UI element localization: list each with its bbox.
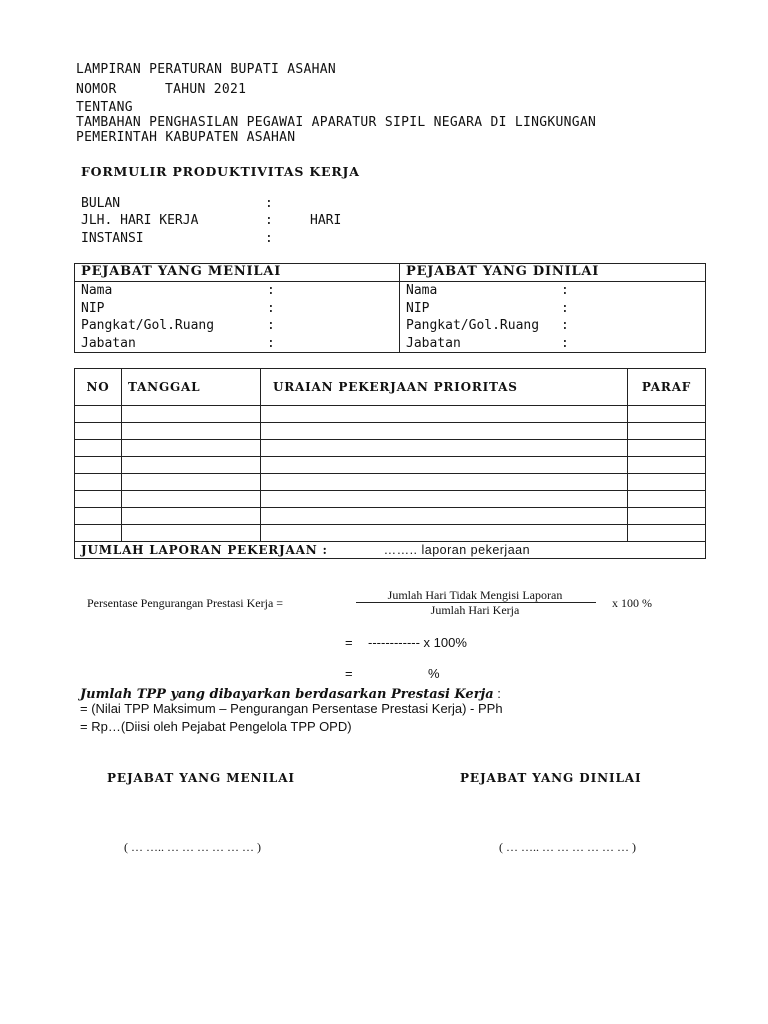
table-cell xyxy=(122,474,261,491)
header-line-1: LAMPIRAN PERATURAN BUPATI ASAHAN xyxy=(76,62,337,77)
left-field-nama: Nama xyxy=(81,283,113,298)
meta-hari-kerja-label: JLH. HARI KERJA xyxy=(81,213,199,228)
table-cell xyxy=(261,474,628,491)
table-row xyxy=(75,406,706,423)
signature-left-label: PEJABAT YANG MENILAI xyxy=(107,771,295,785)
signature-right-label: PEJABAT YANG DINILAI xyxy=(460,771,642,785)
meta-bulan-label: BULAN xyxy=(81,196,121,211)
table-cell xyxy=(122,457,261,474)
table-cell xyxy=(628,406,706,423)
meta-bulan-colon: : xyxy=(265,196,273,211)
meta-instansi-label: INSTANSI xyxy=(81,231,144,246)
table-cell xyxy=(122,440,261,457)
right-colon: : xyxy=(561,318,569,333)
table-cell xyxy=(261,491,628,508)
left-field-jabatan: Jabatan xyxy=(81,335,136,351)
table-cell xyxy=(122,525,261,542)
table-row xyxy=(75,508,706,525)
eq1-value: ------------ x 100% xyxy=(368,635,467,650)
left-colon: : xyxy=(267,335,275,351)
form-title: FORMULIR PRODUKTIVITAS KERJA xyxy=(81,164,360,179)
officials-right-header: PEJABAT YANG DINILAI xyxy=(400,264,706,282)
formula-numerator: Jumlah Hari Tidak Mengisi Laporan xyxy=(387,588,563,602)
table-cell xyxy=(122,423,261,440)
table-row xyxy=(75,525,706,542)
table-cell xyxy=(75,406,122,423)
right-field-nip: NIP xyxy=(406,300,430,316)
tpp-heading xyxy=(80,683,501,702)
table-cell xyxy=(75,525,122,542)
officials-table xyxy=(74,263,706,353)
table-cell xyxy=(75,423,122,440)
formula-denominator: Jumlah Hari Kerja xyxy=(430,603,520,617)
table-cell xyxy=(628,423,706,440)
left-field-pangkat: Pangkat/Gol.Ruang xyxy=(81,318,215,333)
table-row xyxy=(75,474,706,491)
right-colon: : xyxy=(561,335,569,351)
signature-left-placeholder: ( … ….. … … … … … … ) xyxy=(124,840,261,854)
footer-label: JUMLAH LAPORAN PEKERJAAN : xyxy=(81,543,328,557)
work-table-footer xyxy=(75,542,706,559)
officials-right-fields xyxy=(400,282,706,353)
right-field-jabatan: Jabatan xyxy=(406,335,461,351)
eq2-sign: = xyxy=(345,666,353,681)
work-table xyxy=(74,368,706,559)
table-cell xyxy=(122,406,261,423)
table-row xyxy=(75,423,706,440)
tpp-heading-text: Jumlah TPP yang dibayarkan berdasarkan Prestasi Kerja xyxy=(80,687,494,702)
formula-lhs: Persentase Pengurangan Prestasi Kerja = xyxy=(87,596,284,610)
table-cell xyxy=(628,457,706,474)
table-cell xyxy=(122,491,261,508)
left-field-nip: NIP xyxy=(81,300,105,316)
table-row xyxy=(75,457,706,474)
meta-hari-kerja-colon: : xyxy=(265,213,273,228)
table-cell xyxy=(628,474,706,491)
table-cell xyxy=(628,525,706,542)
table-cell xyxy=(261,423,628,440)
tpp-line-1: = (Nilai TPP Maksimum – Pengurangan Persentase Prestasi Kerja) - PPh xyxy=(80,701,503,716)
table-cell xyxy=(75,474,122,491)
right-field-nama: Nama xyxy=(406,283,438,298)
meta-instansi-colon: : xyxy=(265,231,273,246)
footer-value: …….. laporan pekerjaan xyxy=(383,543,531,557)
table-cell xyxy=(628,508,706,525)
table-row xyxy=(75,491,706,508)
table-cell xyxy=(75,508,122,525)
table-cell xyxy=(261,508,628,525)
table-cell xyxy=(261,525,628,542)
right-field-pangkat: Pangkat/Gol.Ruang xyxy=(406,318,540,333)
tpp-heading-colon: : xyxy=(493,686,501,701)
right-colon: : xyxy=(561,283,569,298)
table-cell xyxy=(261,440,628,457)
table-row xyxy=(75,440,706,457)
header-line-5: PEMERINTAH KABUPATEN ASAHAN xyxy=(76,130,296,145)
header-line-4: TAMBAHAN PENGHASILAN PEGAWAI APARATUR SIPIL NEGARA DI LINGKUNGAN xyxy=(76,115,597,130)
right-colon: : xyxy=(561,300,569,316)
eq2-value: % xyxy=(428,666,440,681)
table-cell xyxy=(261,406,628,423)
header-nomor: NOMOR xyxy=(76,82,117,97)
signature-right-placeholder: ( … ….. … … … … … … ) xyxy=(499,840,636,854)
eq1-sign: = xyxy=(345,635,353,650)
col-no: NO xyxy=(75,369,122,406)
meta-hari-kerja-unit: HARI xyxy=(310,213,342,228)
col-tanggal: TANGGAL xyxy=(122,369,261,406)
table-cell xyxy=(122,508,261,525)
officials-left-header: PEJABAT YANG MENILAI xyxy=(75,264,400,282)
tpp-line-2: = Rp…(Diisi oleh Pejabat Pengelola TPP OPD) xyxy=(80,719,352,734)
left-colon: : xyxy=(267,318,275,333)
table-cell xyxy=(628,491,706,508)
table-cell xyxy=(75,491,122,508)
col-paraf: PARAF xyxy=(628,369,706,406)
officials-left-fields xyxy=(75,282,400,353)
table-cell xyxy=(75,457,122,474)
left-colon: : xyxy=(267,283,275,298)
left-colon: : xyxy=(267,300,275,316)
table-cell xyxy=(75,440,122,457)
table-cell xyxy=(261,457,628,474)
formula-factor: x 100 % xyxy=(612,596,652,610)
table-cell xyxy=(628,440,706,457)
col-uraian: URAIAN PEKERJAAN PRIORITAS xyxy=(261,369,628,406)
header-tahun: TAHUN 2021 xyxy=(165,82,247,97)
header-tentang: TENTANG xyxy=(76,100,133,115)
